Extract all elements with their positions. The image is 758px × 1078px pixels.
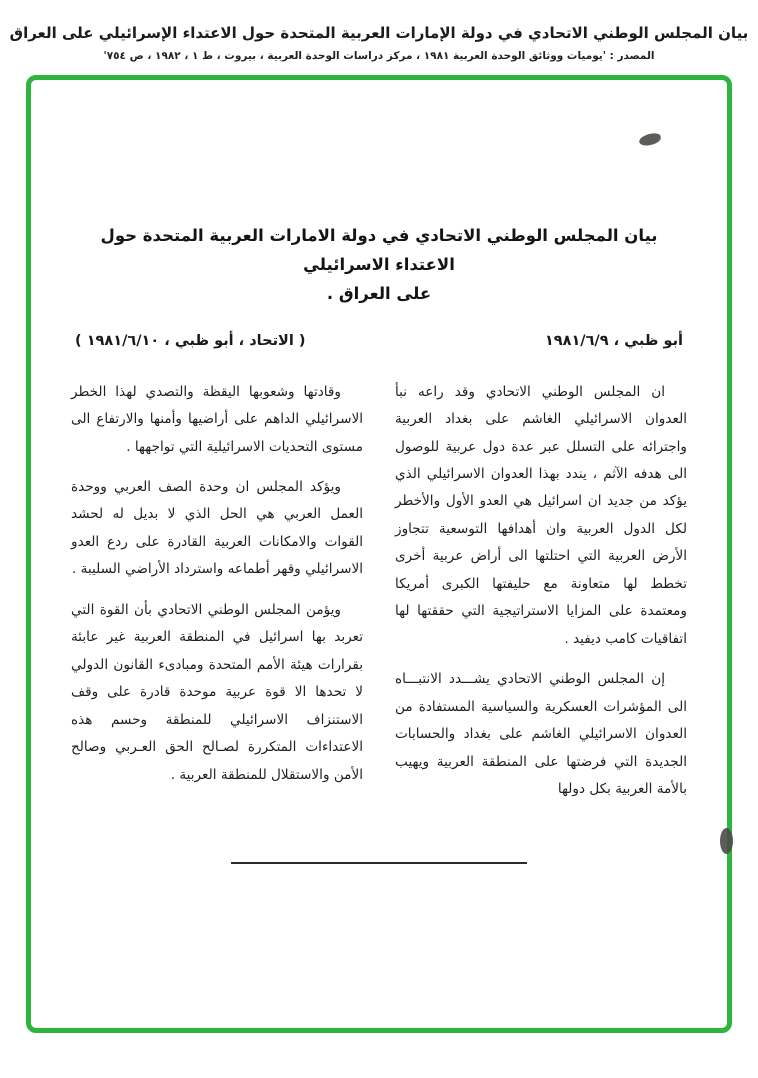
document-source-line: المصدر : 'يوميات ووثائق الوحدة العربية ١٩٨١ ، مركز دراسات الوحدة العربية ، بيروت ، ط ١ ، ١٩٨٢ ، ص ٧٥٤': [103, 50, 655, 62]
dateline-place-date: أبو ظبي ، ١٩٨١/٦/٩: [544, 332, 683, 349]
statement-title-line2: على العراق .: [326, 283, 432, 303]
paragraph: ويؤكد المجلس ان وحدة الصف العربي ووحدة العمل العربي هي الحل الذي لا بديل له لحشد القوات والامكانات العربية القادرة على ردع العدو الاسرائيلي وقهر أطماعه واسترداد الأراضي السليبة .: [71, 478, 363, 578]
horizontal-rule: [231, 862, 527, 864]
paragraph: ويؤمن المجلس الوطني الاتحادي بأن القوة التي تعربد بها اسرائيل في المنطقة العربية غير عابئة بقرارات هيئة الأمم المتحدة ومبادىء القانون الدولي لا تحدها الا قوة عربية موحدة قادرة على وقف الاستنزاف الاسرائيلي للمنطقة وحسم هذه الاعتداءات المتكررة لصـالح الحق العـربي وصالح الأمن والاستقلال للمنطقة العربية .: [71, 601, 363, 783]
paragraph: إن المجلس الوطني الاتحادي يشـــدد الانتبـــاه الى المؤشرات العسكرية والسياسية المستفادة من العدوان الاسرائيلي الغاشم على بغداد والحسابات الجديدة التي فرضتها على المنطقة العربية ويهيب بالأمة العربية بكل دولها: [395, 671, 687, 797]
scanned-document-body: [31, 80, 727, 1028]
paragraph: وقادتها وشعوبها اليقظة والتصدي لهذا الخطر الاسرائيلي الداهم على أراضيها وأمنها والارتفاع الى مستوى التحديات الاسرائيلية التي تواجهها .: [71, 383, 363, 455]
dateline-row: [75, 333, 683, 349]
scan-artifact-smudge: [720, 828, 733, 854]
column-right: [395, 379, 687, 817]
statement-title: [79, 222, 679, 309]
two-column-text: [71, 379, 687, 817]
paragraph: ان المجلس الوطني الاتحادي وقد راعه نبأ العدوان الاسرائيلي الغاشم على بغداد العربية واجترائه على التسلل عبر عدة دول عربية للوصول الى هدفه الآثم ، يندد بهذا العدوان الاسرائيلي الذي يؤكد من جديد ان اسرائيل هي العدو الأول والأخطر لكل الدول العربية وان أهدافها التوسعية تتجاوز الأرض العربية التي احتلتها الى أراض عربية أخرى تخطط لها متعاونة مع حليفتها الكبرى أمريكا ومعتمدة على المزايا الاستراتيجية التي حققتها لها اتفاقيات كامب ديفيد .: [395, 383, 687, 647]
dateline-source-reference: ( الاتحاد ، أبو ظبي ، ١٩٨١/٦/١٠ ): [75, 332, 306, 349]
column-left: [71, 379, 363, 817]
statement-title-line1: بيان المجلس الوطني الاتحادي في دولة الامارات العربية المتحدة حول الاعتداء الاسرائيلي: [100, 226, 658, 274]
document-header-title: بيان المجلس الوطني الاتحادي في دولة الإمارات العربية المتحدة حول الاعتداء الإسرائيلي على العراق: [9, 24, 749, 42]
scanned-page-frame: [26, 75, 732, 1033]
